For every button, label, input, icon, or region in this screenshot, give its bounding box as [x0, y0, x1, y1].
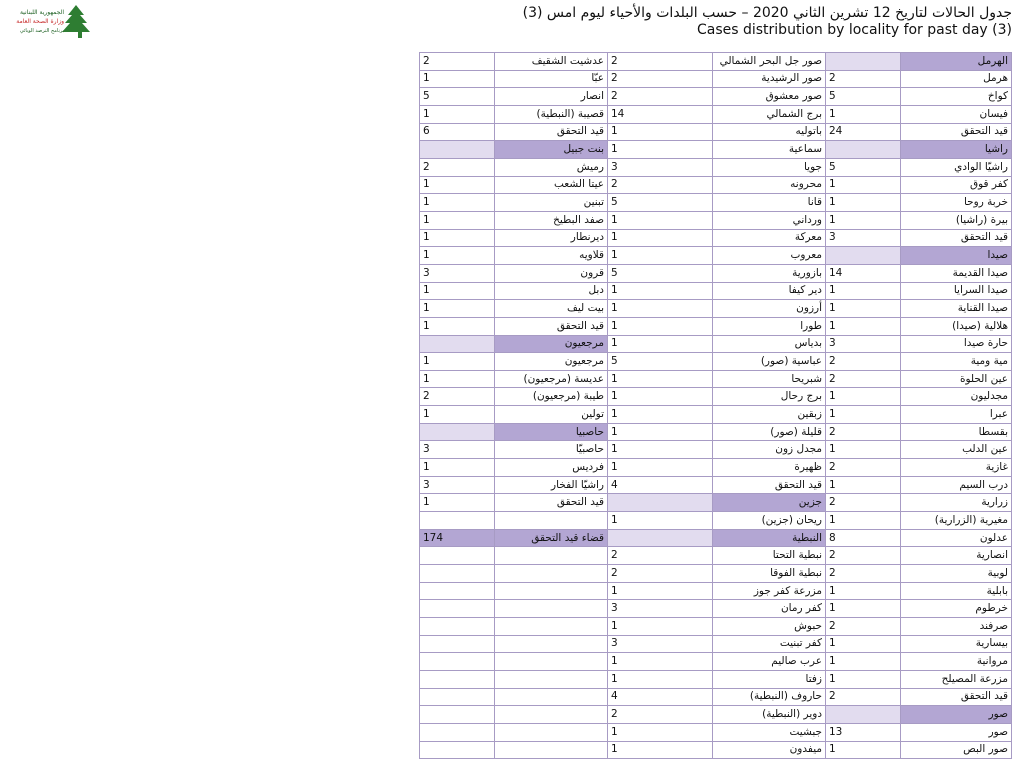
locality-name-cell: قيد التحقق — [901, 229, 1012, 247]
case-count-cell: 1 — [608, 653, 713, 671]
case-count-cell: 1 — [608, 512, 713, 530]
locality-name-cell: هرمل — [901, 70, 1012, 88]
table-row — [420, 88, 1012, 106]
locality-name-cell: فيسان — [901, 105, 1012, 123]
case-count-cell: 1 — [826, 388, 901, 406]
case-count-cell: 1 — [420, 211, 495, 229]
case-count-cell: 1 — [420, 247, 495, 265]
locality-name-cell: قانا — [713, 194, 826, 212]
case-count-cell: 14 — [608, 105, 713, 123]
case-count-cell — [420, 565, 495, 583]
table-row — [420, 300, 1012, 318]
table-row — [420, 264, 1012, 282]
case-count-cell: 2 — [826, 618, 901, 636]
case-count-cell — [420, 741, 495, 759]
case-count-cell: 2 — [608, 88, 713, 106]
locality-name-cell: صفد البطيخ — [495, 211, 608, 229]
locality-name-cell — [495, 512, 608, 530]
locality-name-cell: بدياس — [713, 335, 826, 353]
locality-name-cell — [495, 723, 608, 741]
locality-name-cell: عدلون — [901, 529, 1012, 547]
ministry-logo — [6, 2, 92, 40]
case-count-cell: 2 — [420, 53, 495, 71]
locality-name-cell — [495, 547, 608, 565]
case-count-cell: 1 — [826, 211, 901, 229]
case-count-cell: 1 — [608, 670, 713, 688]
table-row — [420, 476, 1012, 494]
locality-name-cell: معركة — [713, 229, 826, 247]
table-row — [420, 565, 1012, 583]
locality-name-cell: دير كيفا — [713, 282, 826, 300]
case-count-cell: 1 — [826, 741, 901, 759]
case-count-cell: 5 — [420, 88, 495, 106]
locality-name-cell: بيرة (راشيا) — [901, 211, 1012, 229]
locality-name-cell: ظهيرة — [713, 459, 826, 477]
case-count-cell: 1 — [608, 423, 713, 441]
case-count-cell: 2 — [608, 547, 713, 565]
locality-name-cell: عبرا — [901, 406, 1012, 424]
case-count-cell: 2 — [608, 706, 713, 724]
cases-table — [419, 52, 1012, 759]
locality-name-cell: خرطوم — [901, 600, 1012, 618]
case-count-cell — [420, 635, 495, 653]
locality-name-cell: ورداني — [713, 211, 826, 229]
case-count-cell: 1 — [608, 300, 713, 318]
table-row — [420, 388, 1012, 406]
table-row — [420, 211, 1012, 229]
locality-name-cell: راشيّا الوادي — [901, 158, 1012, 176]
case-count-cell — [608, 529, 713, 547]
case-count-cell: 2 — [826, 353, 901, 371]
locality-name-cell: خربة روحا — [901, 194, 1012, 212]
case-count-cell: 2 — [420, 388, 495, 406]
locality-name-cell: كفر قوق — [901, 176, 1012, 194]
locality-name-cell: كواخ — [901, 88, 1012, 106]
case-count-cell: 1 — [826, 105, 901, 123]
case-count-cell: 2 — [608, 70, 713, 88]
locality-name-cell: مزرعة المصيلح — [901, 670, 1012, 688]
locality-name-cell: زرارية — [901, 494, 1012, 512]
case-count-cell — [420, 141, 495, 159]
case-count-cell: 5 — [826, 158, 901, 176]
locality-name-cell: قيد التحقق — [495, 123, 608, 141]
locality-name-cell: بيسارية — [901, 635, 1012, 653]
locality-name-cell: زبقين — [713, 406, 826, 424]
locality-name-cell: بيت ليف — [495, 300, 608, 318]
table-row — [420, 618, 1012, 636]
case-count-cell: 2 — [826, 459, 901, 477]
locality-name-cell: قيد التحقق — [495, 317, 608, 335]
locality-name-cell: صيدا السرايا — [901, 282, 1012, 300]
table-row — [420, 335, 1012, 353]
locality-name-cell: لوبية — [901, 565, 1012, 583]
locality-name-cell — [495, 688, 608, 706]
case-count-cell: 1 — [420, 406, 495, 424]
locality-name-cell: حبوش — [713, 618, 826, 636]
table-row — [420, 723, 1012, 741]
district-header-cell: النبطية — [713, 529, 826, 547]
table-row — [420, 653, 1012, 671]
locality-name-cell: صور جل البحر الشمالي — [713, 53, 826, 71]
case-count-cell: 1 — [420, 317, 495, 335]
case-count-cell — [608, 494, 713, 512]
locality-name-cell — [495, 600, 608, 618]
case-count-cell — [420, 653, 495, 671]
locality-name-cell: ميفدون — [713, 741, 826, 759]
case-count-cell: 1 — [608, 723, 713, 741]
district-header-cell: حاصبيا — [495, 423, 608, 441]
locality-name-cell: مروانية — [901, 653, 1012, 671]
case-count-cell: 4 — [608, 688, 713, 706]
case-count-cell: 3 — [826, 335, 901, 353]
table-row — [420, 441, 1012, 459]
district-header-cell: صيدا — [901, 247, 1012, 265]
case-count-cell: 2 — [826, 423, 901, 441]
case-count-cell: 1 — [826, 317, 901, 335]
case-count-cell: 6 — [420, 123, 495, 141]
table-row — [420, 406, 1012, 424]
case-count-cell: 1 — [608, 406, 713, 424]
locality-name-cell: محرونه — [713, 176, 826, 194]
case-count-cell: 2 — [420, 158, 495, 176]
locality-name-cell: مجدليون — [901, 388, 1012, 406]
table-row — [420, 494, 1012, 512]
locality-name-cell — [495, 618, 608, 636]
locality-name-cell: كفر رمان — [713, 600, 826, 618]
locality-name-cell: رميش — [495, 158, 608, 176]
case-count-cell — [420, 582, 495, 600]
case-count-cell — [826, 141, 901, 159]
case-count-cell: 1 — [420, 176, 495, 194]
district-header-cell: راشيا — [901, 141, 1012, 159]
case-count-cell — [826, 247, 901, 265]
case-count-cell: 2 — [826, 547, 901, 565]
locality-name-cell: عديسة (مرجعيون) — [495, 370, 608, 388]
locality-name-cell: عين الدلب — [901, 441, 1012, 459]
locality-name-cell: صور معشوق — [713, 88, 826, 106]
case-count-cell: 3 — [420, 441, 495, 459]
case-count-cell: 2 — [826, 565, 901, 583]
locality-name-cell: غازية — [901, 459, 1012, 477]
locality-name-cell: قليلة (صور) — [713, 423, 826, 441]
locality-name-cell: هلالية (صيدا) — [901, 317, 1012, 335]
table-row — [420, 282, 1012, 300]
locality-name-cell — [495, 635, 608, 653]
locality-name-cell: فرديس — [495, 459, 608, 477]
locality-name-cell: زفتا — [713, 670, 826, 688]
case-count-cell: 1 — [608, 229, 713, 247]
locality-name-cell: نبطية الفوقا — [713, 565, 826, 583]
locality-name-cell — [495, 653, 608, 671]
locality-name-cell: صور — [901, 723, 1012, 741]
locality-name-cell: قلاويه — [495, 247, 608, 265]
case-count-cell: 1 — [826, 476, 901, 494]
case-count-cell — [826, 706, 901, 724]
case-count-cell — [420, 618, 495, 636]
case-count-cell — [420, 670, 495, 688]
case-count-cell: 1 — [608, 141, 713, 159]
locality-name-cell: قصيبة (النبطية) — [495, 105, 608, 123]
case-count-cell: 1 — [826, 653, 901, 671]
locality-name-cell — [495, 565, 608, 583]
case-count-cell: 1 — [608, 741, 713, 759]
case-count-cell: 3 — [608, 635, 713, 653]
table-row — [420, 635, 1012, 653]
table-row — [420, 670, 1012, 688]
case-count-cell: 1 — [420, 229, 495, 247]
case-count-cell: 1 — [420, 353, 495, 371]
case-count-cell — [420, 688, 495, 706]
locality-name-cell: عيتا الشعب — [495, 176, 608, 194]
locality-name-cell: ديرنطار — [495, 229, 608, 247]
case-count-cell: 2 — [608, 53, 713, 71]
case-count-cell: 3 — [826, 229, 901, 247]
locality-name-cell: معروب — [713, 247, 826, 265]
case-count-cell: 1 — [420, 70, 495, 88]
locality-name-cell: كفر تبنيت — [713, 635, 826, 653]
locality-name-cell: دبل — [495, 282, 608, 300]
case-count-cell: 2 — [826, 494, 901, 512]
locality-name-cell: صرفند — [901, 618, 1012, 636]
locality-name-cell: انصار — [495, 88, 608, 106]
case-count-cell: 3 — [608, 158, 713, 176]
locality-name-cell: بازورية — [713, 264, 826, 282]
case-count-cell: 14 — [826, 264, 901, 282]
locality-name-cell: تبنين — [495, 194, 608, 212]
case-count-cell: 3 — [420, 264, 495, 282]
table-row — [420, 105, 1012, 123]
district-header-cell: قضاء قيد التحقق — [495, 529, 608, 547]
locality-name-cell: جبشيت — [713, 723, 826, 741]
case-count-cell — [420, 547, 495, 565]
district-header-cell: جزين — [713, 494, 826, 512]
case-count-cell: 3 — [420, 476, 495, 494]
case-count-cell: 1 — [608, 335, 713, 353]
locality-name-cell: قيد التحقق — [713, 476, 826, 494]
locality-name-cell: شبريحا — [713, 370, 826, 388]
locality-name-cell: حارة صيدا — [901, 335, 1012, 353]
case-count-cell: 1 — [608, 123, 713, 141]
logo-line-3: برنامج الترصد الوبائي — [19, 28, 64, 34]
case-count-cell: 2 — [826, 688, 901, 706]
case-count-cell: 1 — [608, 459, 713, 477]
case-count-cell — [420, 335, 495, 353]
case-count-cell: 4 — [608, 476, 713, 494]
table-row — [420, 459, 1012, 477]
district-header-cell: بنت جبيل — [495, 141, 608, 159]
locality-name-cell: برج رحال — [713, 388, 826, 406]
logo-line-1: الجمهورية اللبنانية — [19, 9, 64, 16]
case-count-cell: 1 — [608, 441, 713, 459]
locality-name-cell: حاروف (النبطية) — [713, 688, 826, 706]
locality-name-cell: صور الرشيدية — [713, 70, 826, 88]
locality-name-cell: نبطية التحتا — [713, 547, 826, 565]
table-row — [420, 688, 1012, 706]
locality-name-cell — [495, 582, 608, 600]
case-count-cell: 2 — [608, 565, 713, 583]
case-count-cell: 1 — [826, 635, 901, 653]
case-count-cell: 1 — [826, 406, 901, 424]
case-count-cell: 1 — [826, 582, 901, 600]
table-row — [420, 370, 1012, 388]
table-row — [420, 582, 1012, 600]
case-count-cell — [826, 53, 901, 71]
locality-name-cell: ريحان (جزين) — [713, 512, 826, 530]
table-row — [420, 353, 1012, 371]
case-count-cell: 1 — [420, 282, 495, 300]
locality-name-cell: قيد التحقق — [495, 494, 608, 512]
case-count-cell: 1 — [608, 282, 713, 300]
case-count-cell: 8 — [826, 529, 901, 547]
district-header-cell: مرجعيون — [495, 335, 608, 353]
table-row — [420, 529, 1012, 547]
table-row — [420, 194, 1012, 212]
locality-name-cell: مغيرية (الزرارية) — [901, 512, 1012, 530]
case-count-cell: 1 — [826, 512, 901, 530]
case-count-cell: 2 — [826, 70, 901, 88]
case-count-cell: 1 — [608, 618, 713, 636]
case-count-cell: 1 — [608, 211, 713, 229]
locality-name-cell: بقسطا — [901, 423, 1012, 441]
case-count-cell: 5 — [608, 264, 713, 282]
case-count-cell: 1 — [608, 317, 713, 335]
table-row — [420, 512, 1012, 530]
table-row — [420, 70, 1012, 88]
locality-name-cell: برج الشمالي — [713, 105, 826, 123]
case-count-cell — [420, 706, 495, 724]
locality-name-cell: حاصبيّا — [495, 441, 608, 459]
table-row — [420, 247, 1012, 265]
table-row — [420, 158, 1012, 176]
locality-name-cell — [495, 706, 608, 724]
locality-name-cell: انصارية — [901, 547, 1012, 565]
table-row — [420, 741, 1012, 759]
case-count-cell: 1 — [826, 600, 901, 618]
locality-name-cell: طورا — [713, 317, 826, 335]
locality-name-cell: صيدا القناية — [901, 300, 1012, 318]
case-count-cell: 5 — [826, 88, 901, 106]
district-header-cell: الهرمل — [901, 53, 1012, 71]
case-count-cell: 1 — [420, 105, 495, 123]
table-row — [420, 317, 1012, 335]
table-row — [420, 423, 1012, 441]
locality-name-cell: عين الحلوة — [901, 370, 1012, 388]
case-count-cell: 24 — [826, 123, 901, 141]
table-row — [420, 123, 1012, 141]
page-title-arabic: جدول الحالات لتاريخ 12 تشرين الثاني 2020 – حسب البلدات والأحياء ليوم امس (3) — [522, 5, 1012, 21]
table-row — [420, 229, 1012, 247]
case-count-cell: 1 — [420, 370, 495, 388]
case-count-cell — [420, 423, 495, 441]
locality-name-cell: جويا — [713, 158, 826, 176]
locality-name-cell: أرزون — [713, 300, 826, 318]
case-count-cell: 1 — [608, 370, 713, 388]
locality-name-cell: مية ومية — [901, 353, 1012, 371]
table-row — [420, 176, 1012, 194]
case-count-cell: 1 — [420, 459, 495, 477]
case-count-cell: 2 — [826, 370, 901, 388]
case-count-cell: 1 — [420, 194, 495, 212]
locality-name-cell: صور البص — [901, 741, 1012, 759]
case-count-cell: 13 — [826, 723, 901, 741]
locality-name-cell: بابلية — [901, 582, 1012, 600]
locality-name-cell: قيد التحقق — [901, 123, 1012, 141]
locality-name-cell: تولين — [495, 406, 608, 424]
case-count-cell: 1 — [826, 441, 901, 459]
case-count-cell: 1 — [608, 388, 713, 406]
locality-name-cell: عدشيت الشقيف — [495, 53, 608, 71]
locality-name-cell: عرب صاليم — [713, 653, 826, 671]
case-count-cell: 1 — [826, 194, 901, 212]
locality-name-cell: قيد التحقق — [901, 688, 1012, 706]
locality-name-cell: مجدل زون — [713, 441, 826, 459]
case-count-cell — [420, 723, 495, 741]
case-count-cell: 1 — [826, 300, 901, 318]
locality-name-cell: باتوليه — [713, 123, 826, 141]
case-count-cell: 174 — [420, 529, 495, 547]
case-count-cell: 1 — [608, 582, 713, 600]
case-count-cell: 1 — [826, 670, 901, 688]
locality-name-cell — [495, 741, 608, 759]
locality-name-cell: مرجعيون — [495, 353, 608, 371]
locality-name-cell: صيدا القديمة — [901, 264, 1012, 282]
locality-name-cell: مزرعة كفر جوز — [713, 582, 826, 600]
table-row — [420, 53, 1012, 71]
locality-name-cell — [495, 670, 608, 688]
case-count-cell — [420, 512, 495, 530]
locality-name-cell: راشيّا الفخار — [495, 476, 608, 494]
locality-name-cell: عباسية (صور) — [713, 353, 826, 371]
case-count-cell: 5 — [608, 353, 713, 371]
table-row — [420, 547, 1012, 565]
locality-name-cell: قرون — [495, 264, 608, 282]
locality-name-cell: سماعية — [713, 141, 826, 159]
table-row — [420, 600, 1012, 618]
logo-line-2: وزارة الصحة العامة — [16, 18, 64, 25]
locality-name-cell: درب السيم — [901, 476, 1012, 494]
case-count-cell: 1 — [826, 282, 901, 300]
case-count-cell: 3 — [608, 600, 713, 618]
district-header-cell: صور — [901, 706, 1012, 724]
case-count-cell: 1 — [826, 176, 901, 194]
case-count-cell: 2 — [608, 176, 713, 194]
case-count-cell: 1 — [420, 494, 495, 512]
case-count-cell: 1 — [420, 300, 495, 318]
locality-name-cell: عبّا — [495, 70, 608, 88]
page-title-english: Cases distribution by locality for past day (3) — [696, 22, 1012, 38]
table-row — [420, 141, 1012, 159]
locality-name-cell: دوير (النبطية) — [713, 706, 826, 724]
case-count-cell: 5 — [608, 194, 713, 212]
case-count-cell: 1 — [608, 247, 713, 265]
cedar-emblem-icon — [62, 5, 90, 38]
locality-name-cell: طيبة (مرجعيون) — [495, 388, 608, 406]
case-count-cell — [420, 600, 495, 618]
table-row — [420, 706, 1012, 724]
